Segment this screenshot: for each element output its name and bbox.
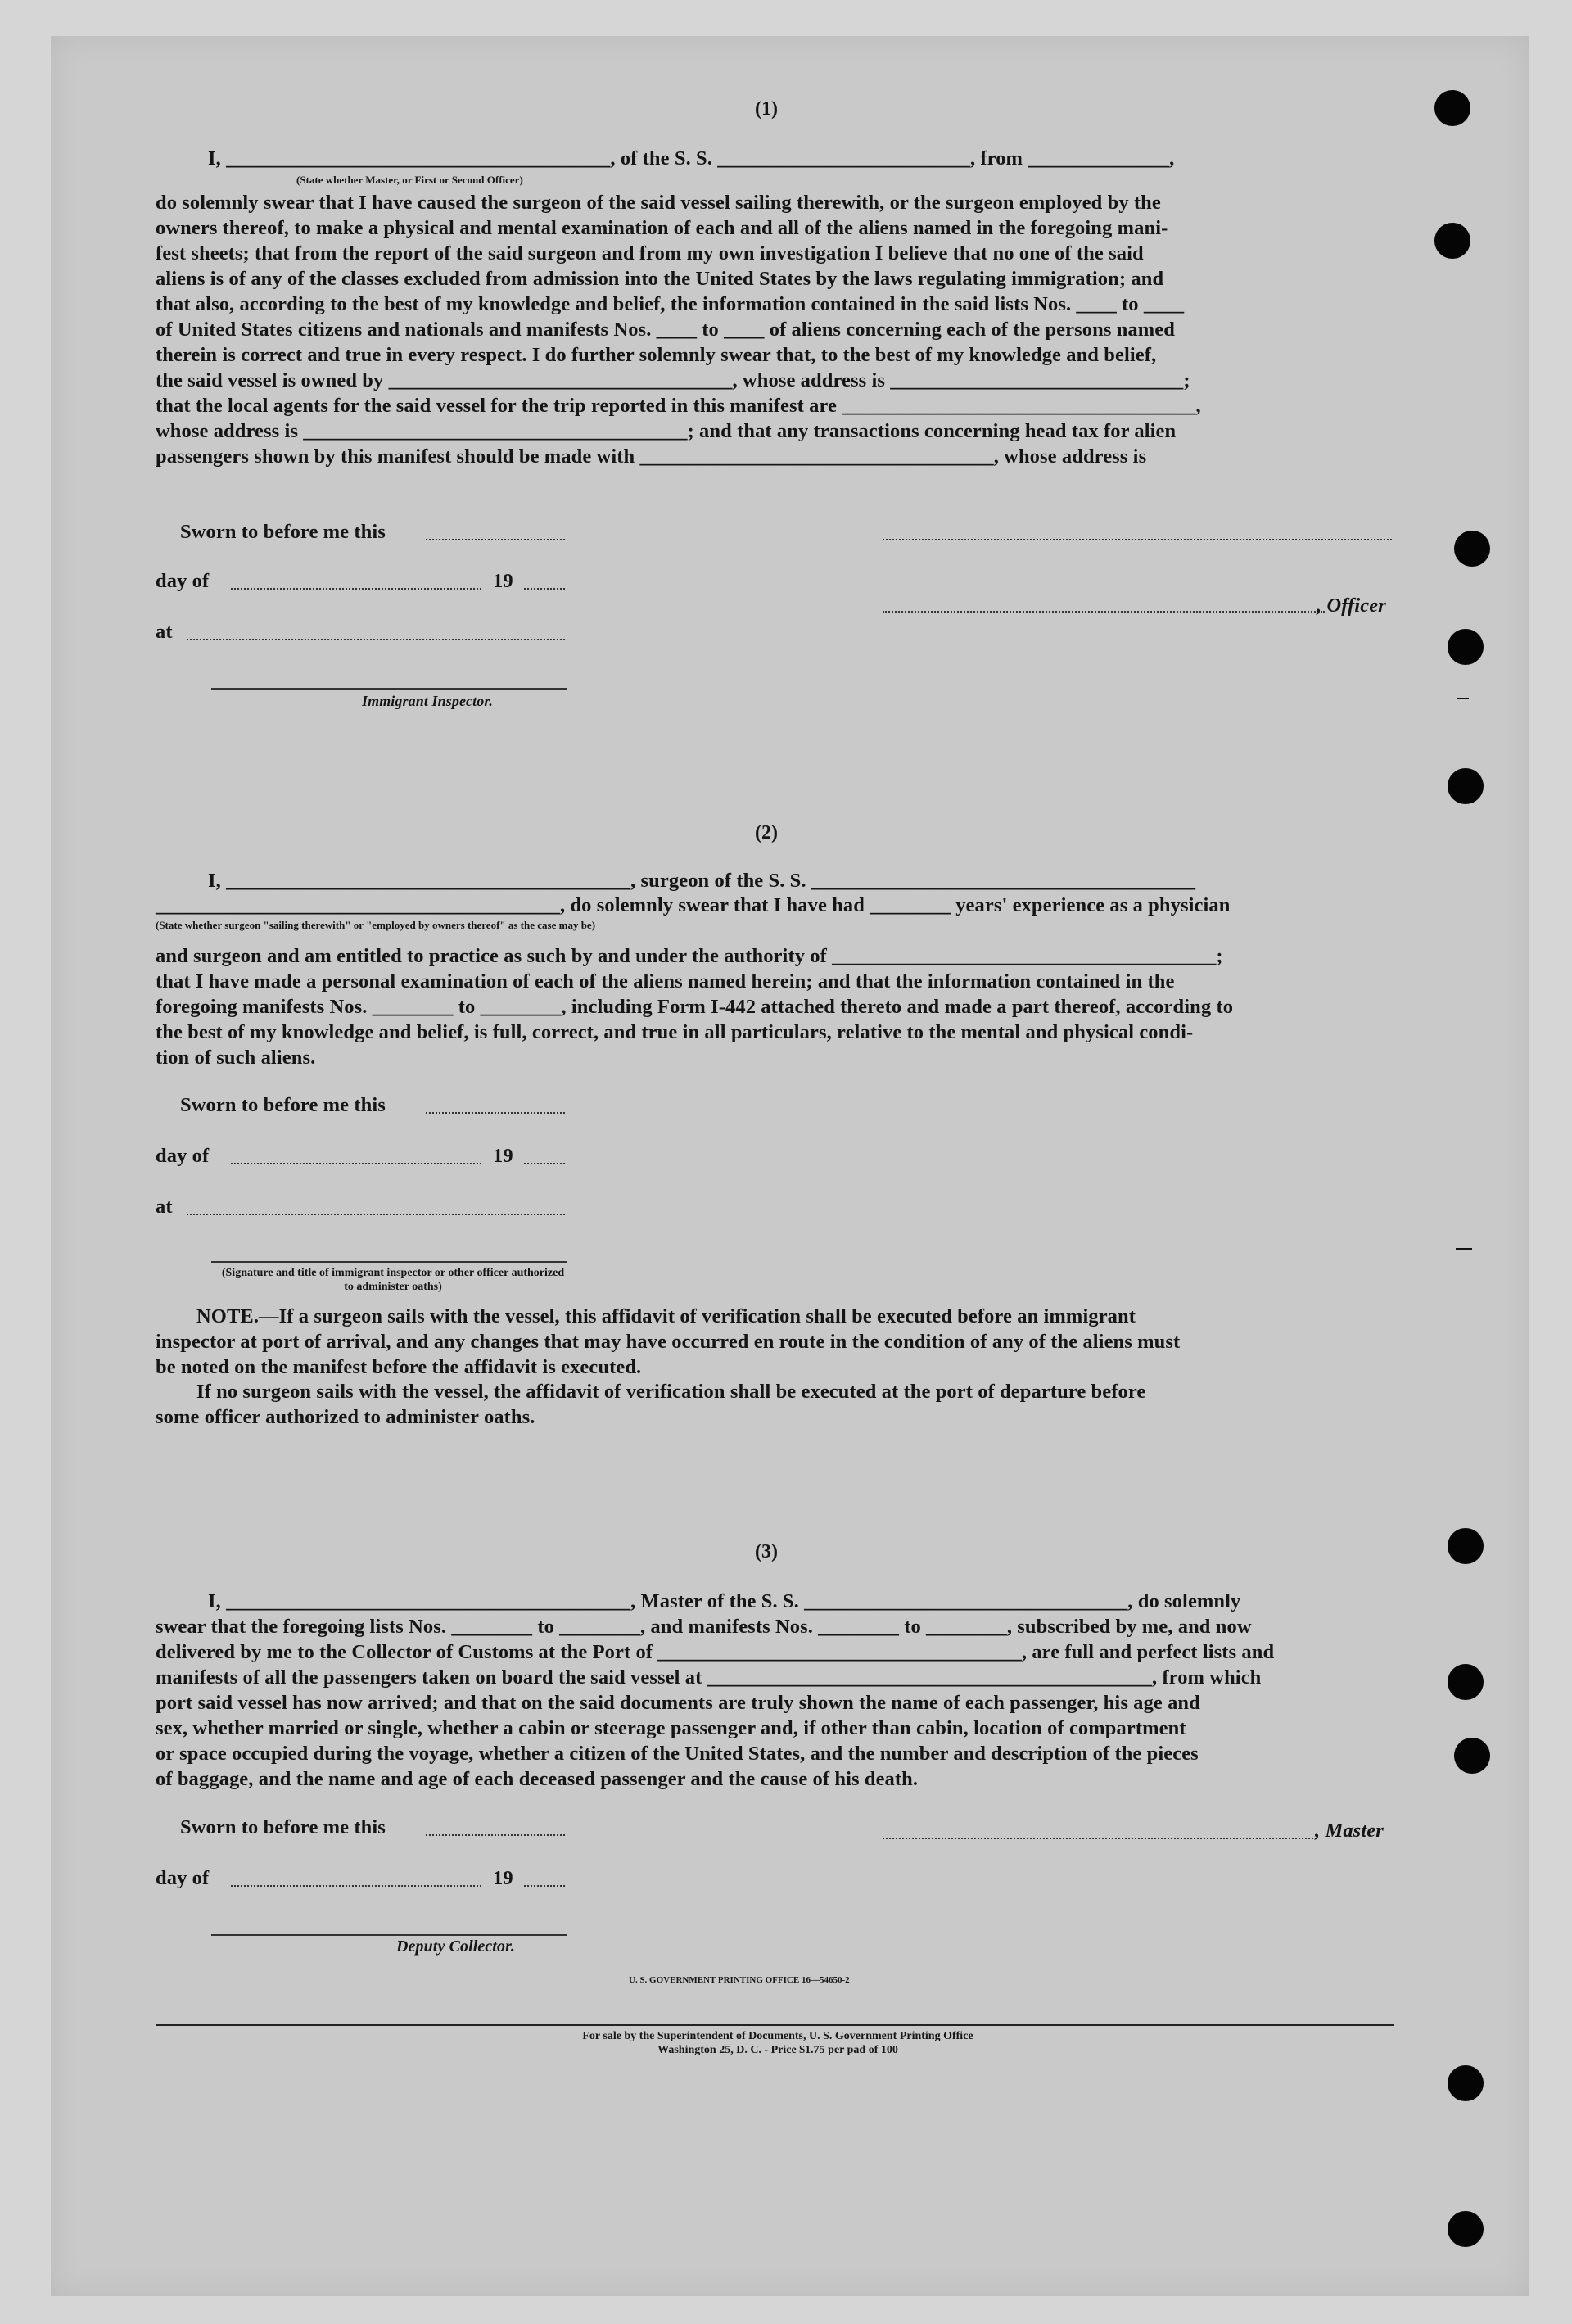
section-1-text-line: of United States citizens and nationals and manifests Nos. ____ to ____ of aliens concerning each of the persons named — [156, 319, 1175, 341]
at-field[interactable] — [187, 639, 565, 640]
day-of-field[interactable] — [231, 588, 481, 590]
officer-label: , Officer — [1317, 595, 1386, 617]
section-1-text-line: fest sheets; that from the report of the said surgeon and from my own investigation I believe that no one of the said — [156, 242, 1144, 265]
note-line: inspector at port of arrival, and any changes that may have occurred en route in the condition of any of the aliens must — [156, 1331, 1181, 1353]
officer-signature-field[interactable] — [883, 539, 1392, 540]
at-label: at — [156, 1196, 173, 1218]
year-field[interactable] — [524, 1885, 565, 1887]
section-2-line-1: I, ________________________________________, surgeon of the S. S. ______________________________________ — [208, 870, 1196, 892]
section-2-text-line: the best of my knowledge and belief, is full, correct, and true in all particulars, relative to the mental and physical condi- — [156, 1021, 1194, 1043]
officer-name-field[interactable] — [883, 611, 1325, 613]
section-3-text-line: port said vessel has now arrived; and that on the said documents are truly shown the name of each passenger, his age and — [156, 1692, 1200, 1714]
section-3-text-line: sex, whether married or single, whether a cabin or steerage passenger and, if other than cabin, location of compartment — [156, 1717, 1186, 1739]
stray-mark — [1456, 1248, 1472, 1250]
section-3-text-line: delivered by me to the Collector of Customs at the Port of ____________________________________, are full and perfect lists and — [156, 1641, 1275, 1663]
note-line: NOTE.—If a surgeon sails with the vessel, this affidavit of verification shall be executed before an immigrant — [196, 1305, 1136, 1327]
day-of-field[interactable] — [231, 1163, 481, 1164]
binder-hole — [1434, 90, 1470, 126]
section-1-text-line: therein is correct and true in every respect. I do further solemnly swear that, to the best of my knowledge and belief, — [156, 344, 1157, 366]
year-label: 19 — [493, 570, 513, 592]
section-1-text-line: the said vessel is owned by __________________________________, whose address is _____________________________; — [156, 369, 1190, 391]
sworn-label: Sworn to before me this — [180, 1094, 386, 1116]
binder-hole — [1448, 1664, 1484, 1700]
section-1-sub-caption: (State whether Master, or First or Second Officer) — [296, 174, 523, 186]
binder-hole — [1448, 2065, 1484, 2101]
section-3-text-line: swear that the foregoing lists Nos. ________ to ________, and manifests Nos. ________ to ________, subscribed by me, and now — [156, 1616, 1252, 1638]
binder-hole — [1454, 1738, 1490, 1774]
inspector-label: Immigrant Inspector. — [362, 693, 494, 709]
year-label: 19 — [493, 1145, 513, 1167]
day-of-field[interactable] — [231, 1885, 481, 1887]
section-2-number: (2) — [755, 822, 778, 843]
sale-text-1: For sale by the Superintendent of Documents, U. S. Government Printing Office — [582, 2030, 973, 2042]
deputy-signature-field[interactable] — [211, 1934, 567, 1936]
section-1-text-line: that also, according to the best of my knowledge and belief, the information contained in the said lists Nos. ____ to ____ — [156, 293, 1185, 315]
signature-note: (Signature and title of immigrant inspector or other officer authorized to administer oaths) — [221, 1267, 565, 1293]
at-field[interactable] — [187, 1214, 565, 1215]
binder-hole — [1434, 223, 1470, 259]
year-field[interactable] — [524, 588, 565, 590]
binder-hole — [1448, 768, 1484, 804]
binder-hole — [1448, 629, 1484, 665]
section-3-text-line: I, ________________________________________, Master of the S. S. ________________________________, do solemnly — [208, 1590, 1241, 1612]
binder-hole — [1448, 2211, 1484, 2247]
note-line: some officer authorized to administer oaths. — [156, 1406, 535, 1428]
master-signature-field[interactable] — [883, 1838, 1317, 1839]
master-label: , Master — [1315, 1820, 1384, 1842]
footer-rule — [156, 2024, 1394, 2026]
section-3-text-line: or space occupied during the voyage, whether a citizen of the United States, and the number and description of the pieces — [156, 1743, 1199, 1765]
sworn-date-field[interactable] — [426, 1834, 565, 1836]
note-line: If no surgeon sails with the vessel, the affidavit of verification shall be executed at the port of departure before — [196, 1381, 1146, 1403]
sworn-label: Sworn to before me this — [180, 1816, 386, 1838]
section-3-text-line: of baggage, and the name and age of each deceased passenger and the cause of his death. — [156, 1768, 919, 1790]
section-2-text-line: tion of such aliens. — [156, 1047, 316, 1069]
section-2-sub-caption: (State whether surgeon "sailing therewith" or "employed by owners thereof" as the case may be) — [156, 919, 596, 931]
gpo-code: U. S. GOVERNMENT PRINTING OFFICE 16—54650-2 — [629, 1975, 850, 1985]
section-2-text-line: foregoing manifests Nos. ________ to ________, including Form I-442 attached thereto and made a part thereof, according to — [156, 996, 1234, 1018]
section-1-text-line: owners thereof, to make a physical and mental examination of each and all of the aliens named in the foregoing mani- — [156, 217, 1168, 239]
deputy-label: Deputy Collector. — [396, 1937, 516, 1956]
stray-mark — [1457, 698, 1469, 699]
sworn-label: Sworn to before me this — [180, 521, 386, 543]
binder-hole — [1448, 1528, 1484, 1564]
day-of-label: day of — [156, 570, 210, 592]
signature-field[interactable] — [211, 1261, 567, 1263]
note-line: be noted on the manifest before the affidavit is executed. — [156, 1356, 642, 1378]
section-1-text-line: passengers shown by this manifest should be made with ___________________________________, whose address is — [156, 445, 1147, 468]
sworn-date-field[interactable] — [426, 539, 565, 540]
at-label: at — [156, 621, 173, 643]
day-of-label: day of — [156, 1867, 210, 1889]
section-1-text-line: do solemnly swear that I have caused the surgeon of the said vessel sailing therewith, or the surgeon employed by the — [156, 192, 1161, 214]
section-2-text-line: that I have made a personal examination of each of the aliens named herein; and that the information contained in the — [156, 970, 1175, 992]
section-2-text-line: and surgeon and am entitled to practice as such by and under the authority of ______________________________________; — [156, 945, 1223, 967]
inspector-signature-field[interactable] — [211, 688, 567, 690]
section-1-line-1: I, ______________________________________, of the S. S. _________________________, from ______________, — [208, 147, 1175, 170]
day-of-label: day of — [156, 1145, 210, 1167]
section-3-text-line: manifests of all the passengers taken on board the said vessel at ____________________________________________, from which — [156, 1666, 1262, 1689]
section-1-text-line: aliens is of any of the classes excluded from admission into the United States by the laws regulating immigration; and — [156, 268, 1164, 290]
year-field[interactable] — [524, 1163, 565, 1164]
section-1-text-line: that the local agents for the said vessel for the trip reported in this manifest are ___________________________________, — [156, 395, 1201, 417]
sworn-date-field[interactable] — [426, 1112, 565, 1114]
section-3-number: (3) — [755, 1541, 778, 1562]
section-1-text-line: whose address is ______________________________________; and that any transactions concerning head tax for alien — [156, 420, 1177, 442]
section-1-number: (1) — [755, 98, 778, 120]
year-label: 19 — [493, 1867, 513, 1889]
binder-hole — [1454, 531, 1490, 567]
section-2-line-2: ________________________________________, do solemnly swear that I have had ________ years' experience as a physician — [156, 894, 1231, 916]
sale-text-2: Washington 25, D. C. - Price $1.75 per pad of 100 — [657, 2044, 898, 2056]
